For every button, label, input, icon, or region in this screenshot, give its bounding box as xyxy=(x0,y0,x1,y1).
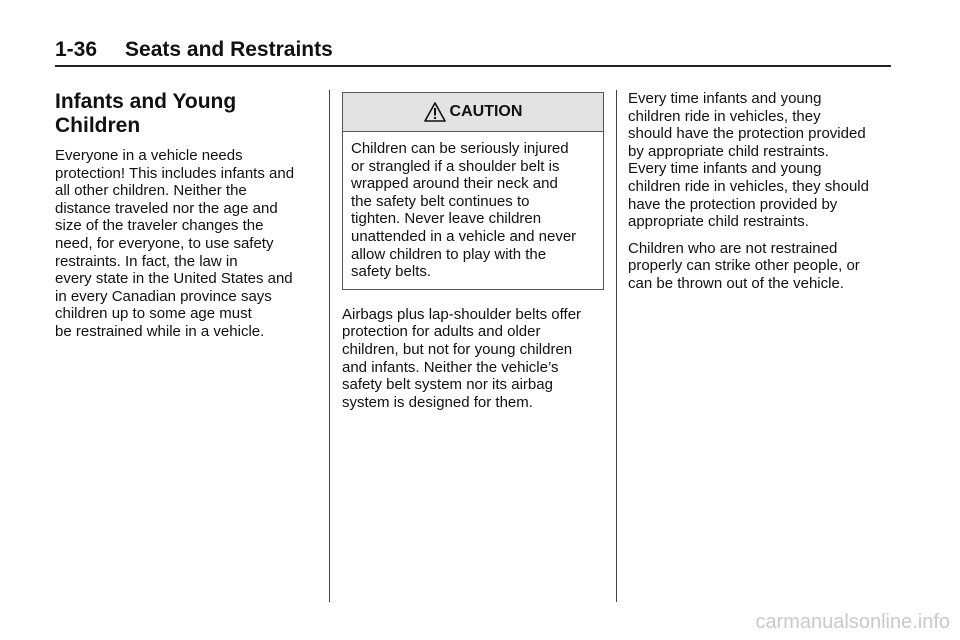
section-heading: Infants and Young Children xyxy=(55,90,237,137)
column-3 xyxy=(628,90,890,302)
watermark: carmanualsonline.info xyxy=(755,611,950,633)
intro-paragraph: Everyone in a vehicle needs protection! This includes infants and all other children. Neither the distance traveled nor the age and size of the traveler changes the need, for everyone, to use safety restraints. In fact, the law in every state in the United States and in every Canadian province says children up to some age must be restrained while in a vehicle. xyxy=(55,147,295,340)
airbag-paragraph: Airbags plus lap-shoulder belts offer protection for adults and older children, but not for young children and infants. Neither the vehicle’s safety belt system nor its airbag system is designed for them. xyxy=(342,305,582,411)
caution-title: CAUTION xyxy=(449,103,523,120)
column-divider-1 xyxy=(329,90,330,602)
warning-triangle-icon xyxy=(424,102,446,122)
column-2 xyxy=(342,90,604,420)
unrestrained-paragraph: Children who are not restrained properly can strike other people, or can be thrown out of the vehicle. xyxy=(628,239,860,292)
caution-text: Children can be seriously injured or strangled if a shoulder belt is wrapped around their neck and the safety belt continues to tighten. Never leave children unattended in a vehicle and never allow children to play with the safety belts. xyxy=(351,140,577,281)
caution-box xyxy=(342,92,604,290)
column-divider-2 xyxy=(616,90,617,602)
caution-body xyxy=(343,132,603,281)
page-number: 1-36 xyxy=(55,38,98,61)
caution-header xyxy=(343,93,603,132)
child-restraint-paragraph: Every time infants and young children ride in vehicles, they should have the protection provided by appropriate child restraints. Every time infants and young children ride in vehicles, they should have the protection provided by appropriate child restraints. xyxy=(628,90,869,231)
chapter-title: Seats and Restraints xyxy=(125,38,333,61)
page-header xyxy=(55,38,891,67)
column-1 xyxy=(55,90,317,350)
